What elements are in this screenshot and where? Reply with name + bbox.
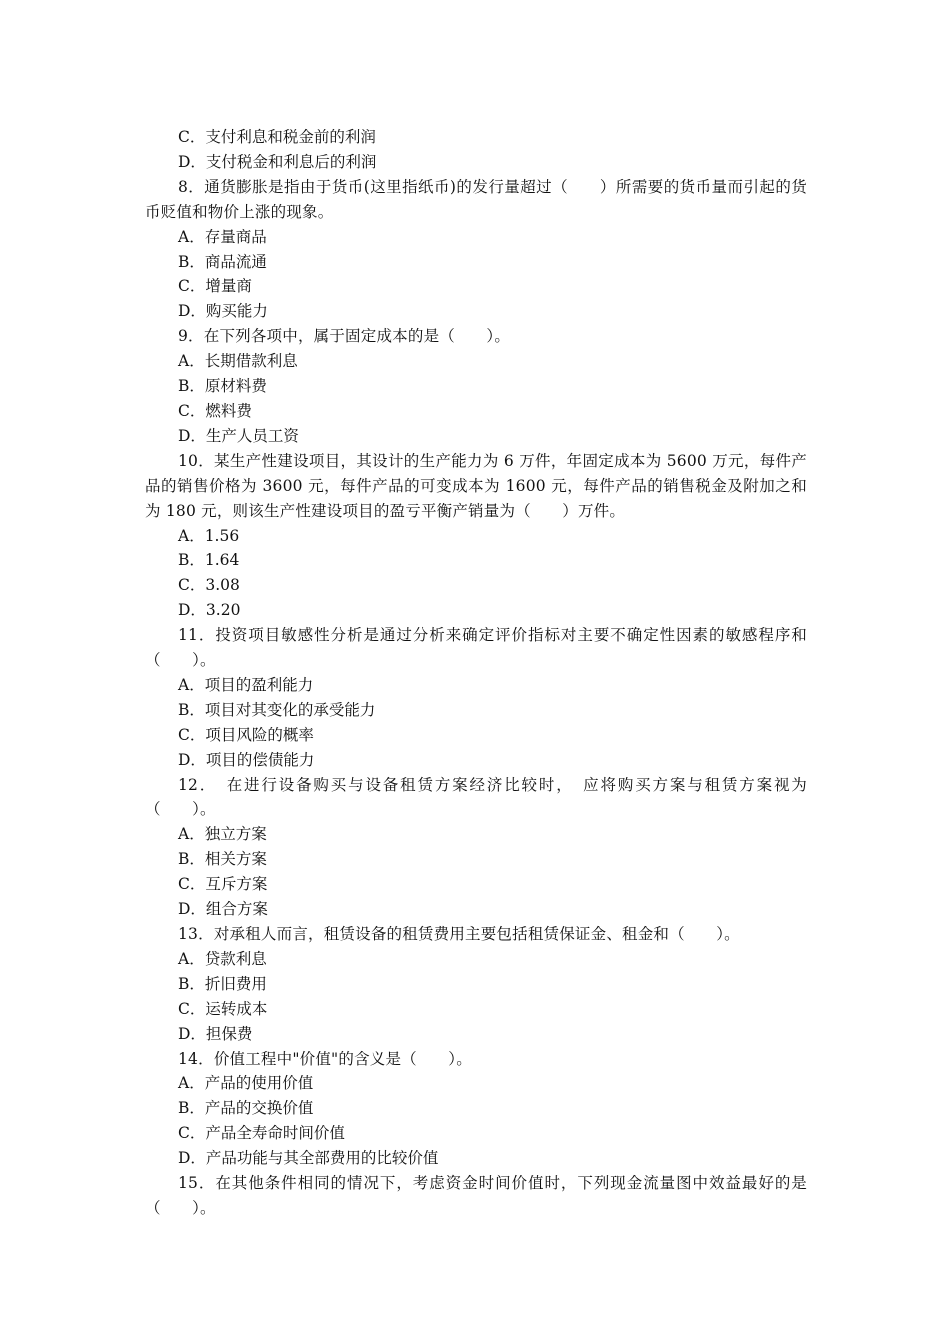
option-d-q12: D．组合方案 xyxy=(178,900,268,919)
option-c-q9: C．燃料费 xyxy=(178,401,252,420)
option-a-q14: A．产品的使用价值 xyxy=(178,1074,314,1093)
option-d-q8: D．购买能力 xyxy=(178,302,268,321)
question-8: 8．通货膨胀是指由于货币(这里指纸币)的发行量超过（ ）所需要的货币量而引起的货币贬值和物价上涨的现象。 xyxy=(145,177,807,221)
option-c-q13: C．运转成本 xyxy=(178,999,268,1018)
option-c-q7: C．支付利息和税金前的利润 xyxy=(178,128,376,146)
question-11: 11．投资项目敏感性分析是通过分析来确定评价指标对主要不确定性因素的敏感程序和（ ）。 xyxy=(145,626,807,670)
document-body xyxy=(145,125,807,1221)
option-a-q13: A．贷款利息 xyxy=(178,949,267,968)
option-c-q14: C．产品全寿命时间价值 xyxy=(178,1124,345,1143)
option-b-q11: B．项目对其变化的承受能力 xyxy=(178,700,376,719)
option-b-q14: B．产品的交换价值 xyxy=(178,1099,314,1118)
question-12: 12． 在进行设备购买与设备租赁方案经济比较时， 应将购买方案与租赁方案视为（ ）。 xyxy=(145,775,807,819)
option-a-q11: A．项目的盈利能力 xyxy=(178,675,314,694)
option-a-q10: A．1.56 xyxy=(178,526,240,545)
question-15: 15．在其他条件相同的情况下，考虑资金时间价值时，下列现金流量图中效益最好的是（ ）。 xyxy=(145,1174,807,1217)
option-d-q14: D．产品功能与其全部费用的比较价值 xyxy=(178,1149,439,1168)
option-b-q13: B．折旧费用 xyxy=(178,974,267,993)
option-a-q8: A．存量商品 xyxy=(178,227,267,246)
option-c-q11: C．项目风险的概率 xyxy=(178,725,314,744)
option-c-q12: C．互斥方案 xyxy=(178,875,268,894)
option-b-q9: B．原材料费 xyxy=(178,377,267,396)
option-a-q12: A．独立方案 xyxy=(178,825,267,844)
option-c-q8: C．增量商 xyxy=(178,277,252,296)
option-d-q7: D．支付税金和利息后的利润 xyxy=(178,152,377,171)
option-b-q10: B．1.64 xyxy=(178,551,240,570)
question-10: 10．某生产性建设项目，其设计的生产能力为 6 万件，年固定成本为 5600 万元，每件产品的销售价格为 3600 元，每件产品的可变成本为 1600 元，每件产品的销售税金及附加之和为 180 元，则该生产性建设项目的盈亏平衡产销量为（ ）万件。 xyxy=(145,451,807,520)
option-d-q11: D．项目的偿债能力 xyxy=(178,750,315,769)
option-b-q12: B．相关方案 xyxy=(178,850,267,869)
option-d-q9: D．生产人员工资 xyxy=(178,426,299,445)
option-c-q10: C．3.08 xyxy=(178,576,240,595)
option-d-q10: D．3.20 xyxy=(178,601,241,620)
question-9: 9．在下列各项中，属于固定成本的是（ ）。 xyxy=(178,327,511,346)
question-14: 14．价值工程中"价值"的含义是（ ）。 xyxy=(178,1049,472,1068)
option-b-q8: B．商品流通 xyxy=(178,252,267,271)
option-a-q9: A．长期借款利息 xyxy=(178,352,298,371)
question-13: 13．对承租人而言，租赁设备的租赁费用主要包括租赁保证金、租金和（ ）。 xyxy=(178,925,740,943)
option-d-q13: D．担保费 xyxy=(178,1024,253,1043)
